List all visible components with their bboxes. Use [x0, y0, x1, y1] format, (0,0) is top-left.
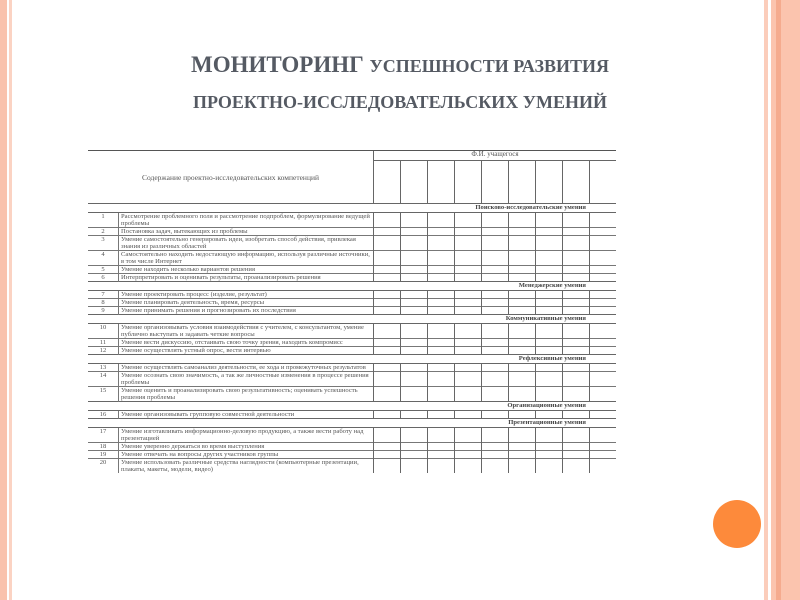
table-row [88, 228, 616, 236]
row-number: 13 [88, 364, 119, 372]
score-cell[interactable] [590, 339, 617, 347]
title-rest: УСПЕШНОСТИ РАЗВИТИЯ [369, 56, 609, 76]
row-number: 12 [88, 347, 119, 355]
score-cell[interactable] [482, 347, 509, 355]
row-content: Умение организовывать условия взаимодействия с учителем, с консультантом, умение публично выступать и задавать четкие вопросы [121, 324, 364, 338]
score-cell[interactable] [455, 236, 482, 251]
score-cell[interactable] [401, 443, 428, 451]
row-number: 16 [88, 411, 119, 419]
row-content: Умение уверенно держаться во время выступления [121, 443, 265, 450]
score-cell[interactable] [563, 339, 590, 347]
score-cell[interactable] [428, 251, 455, 266]
score-cell[interactable] [401, 299, 428, 307]
table-row [88, 236, 616, 251]
score-cell[interactable] [428, 443, 455, 451]
score-cell[interactable] [428, 451, 455, 459]
score-cell[interactable] [509, 372, 536, 387]
score-cell[interactable] [590, 291, 617, 299]
score-cell[interactable] [509, 213, 536, 228]
score-cell[interactable] [536, 428, 563, 443]
score-cell[interactable] [455, 459, 482, 474]
score-cell[interactable] [590, 459, 617, 474]
score-cell[interactable] [455, 387, 482, 402]
score-cell[interactable] [563, 161, 590, 204]
score-cell[interactable] [590, 228, 617, 236]
table-row [88, 372, 616, 387]
score-cell[interactable] [509, 161, 536, 204]
header-students: Ф.И. учащегося [374, 151, 617, 161]
table-row [88, 299, 616, 307]
score-cell[interactable] [455, 347, 482, 355]
score-cell[interactable] [482, 451, 509, 459]
score-cell[interactable] [374, 299, 401, 307]
score-cell[interactable] [563, 443, 590, 451]
score-cell[interactable] [401, 161, 428, 204]
score-cell[interactable] [563, 364, 590, 372]
row-number: 5 [88, 266, 119, 274]
score-cell[interactable] [536, 451, 563, 459]
row-content: Умение проектировать процесс (изделие, результат) [121, 291, 267, 298]
score-cell[interactable] [536, 324, 563, 339]
score-cell[interactable] [563, 236, 590, 251]
row-number: 6 [88, 274, 119, 282]
score-cell[interactable] [563, 428, 590, 443]
score-cell[interactable] [401, 228, 428, 236]
score-cell[interactable] [482, 339, 509, 347]
score-cell[interactable] [401, 324, 428, 339]
score-cell[interactable] [482, 387, 509, 402]
score-cell[interactable] [536, 364, 563, 372]
score-cell[interactable] [401, 236, 428, 251]
score-cell[interactable] [509, 307, 536, 315]
score-cell[interactable] [482, 428, 509, 443]
score-cell[interactable] [563, 299, 590, 307]
score-cell[interactable] [563, 451, 590, 459]
score-cell[interactable] [536, 339, 563, 347]
score-cell[interactable] [455, 443, 482, 451]
score-cell[interactable] [455, 299, 482, 307]
score-cell[interactable] [482, 299, 509, 307]
score-cell[interactable] [590, 161, 617, 204]
row-number: 7 [88, 291, 119, 299]
score-cell[interactable] [536, 307, 563, 315]
row-content: Умение осознать свою значимость, а так же личностные изменения в процессе решения проблемы [121, 372, 369, 386]
row-number: 4 [88, 251, 119, 266]
score-cell[interactable] [428, 347, 455, 355]
score-cell[interactable] [590, 372, 617, 387]
score-cell[interactable] [509, 339, 536, 347]
row-content: Умение отвечать на вопросы других участников группы [121, 451, 279, 458]
score-cell[interactable] [401, 428, 428, 443]
row-number: 20 [88, 459, 119, 474]
slide-frame-left [0, 0, 7, 600]
decorative-circle [713, 500, 761, 548]
score-cell[interactable] [428, 372, 455, 387]
row-content: Самостоятельно находить недостающую информацию, используя различные источники, в том числе Интернет [121, 251, 370, 265]
score-cell[interactable] [590, 364, 617, 372]
score-cell[interactable] [536, 372, 563, 387]
table-row [88, 291, 616, 299]
score-cell[interactable] [563, 251, 590, 266]
score-cell[interactable] [374, 228, 401, 236]
score-cell[interactable] [536, 299, 563, 307]
score-cell[interactable] [374, 213, 401, 228]
score-cell[interactable] [482, 411, 509, 419]
score-cell[interactable] [482, 228, 509, 236]
score-cell[interactable] [509, 451, 536, 459]
score-cell[interactable] [509, 291, 536, 299]
score-cell[interactable] [509, 411, 536, 419]
score-cell[interactable] [455, 274, 482, 282]
score-cell[interactable] [590, 451, 617, 459]
score-cell[interactable] [401, 307, 428, 315]
score-cell[interactable] [374, 443, 401, 451]
score-cell[interactable] [401, 451, 428, 459]
score-cell[interactable] [482, 266, 509, 274]
score-cell[interactable] [563, 347, 590, 355]
row-number: 8 [88, 299, 119, 307]
score-cell[interactable] [455, 451, 482, 459]
score-cell[interactable] [590, 236, 617, 251]
score-cell[interactable] [401, 372, 428, 387]
score-cell[interactable] [428, 274, 455, 282]
score-cell[interactable] [401, 339, 428, 347]
slide-frame-left-inner [9, 0, 12, 600]
score-cell[interactable] [536, 236, 563, 251]
score-cell[interactable] [428, 161, 455, 204]
score-cell[interactable] [563, 411, 590, 419]
score-cell[interactable] [401, 291, 428, 299]
row-content: Умение осуществлять самоанализ деятельности, ее хода и промежуточных результатов [121, 364, 366, 371]
section-header: Рефлексивные умения [88, 355, 616, 364]
score-cell[interactable] [428, 459, 455, 474]
score-cell[interactable] [455, 428, 482, 443]
row-content: Постановка задач, вытекающих из проблемы [121, 228, 248, 235]
score-cell[interactable] [455, 291, 482, 299]
score-cell[interactable] [482, 307, 509, 315]
score-cell[interactable] [482, 213, 509, 228]
row-number: 19 [88, 451, 119, 459]
row-number: 15 [88, 387, 119, 402]
score-cell[interactable] [455, 307, 482, 315]
table-row [88, 324, 616, 339]
score-cell[interactable] [401, 364, 428, 372]
score-cell[interactable] [401, 459, 428, 474]
score-cell[interactable] [509, 387, 536, 402]
score-cell[interactable] [536, 347, 563, 355]
score-cell[interactable] [455, 266, 482, 274]
score-cell[interactable] [428, 266, 455, 274]
table-row [88, 213, 616, 228]
score-cell[interactable] [428, 228, 455, 236]
score-cell[interactable] [482, 364, 509, 372]
score-cell[interactable] [374, 372, 401, 387]
table-row [88, 266, 616, 274]
score-cell[interactable] [482, 459, 509, 474]
score-cell[interactable] [536, 387, 563, 402]
score-cell[interactable] [536, 459, 563, 474]
score-cell[interactable] [590, 251, 617, 266]
score-cell[interactable] [563, 228, 590, 236]
table-row [88, 339, 616, 347]
score-cell[interactable] [374, 364, 401, 372]
score-cell[interactable] [536, 274, 563, 282]
score-cell[interactable] [590, 299, 617, 307]
score-cell[interactable] [428, 291, 455, 299]
score-cell[interactable] [401, 251, 428, 266]
score-cell[interactable] [509, 324, 536, 339]
row-number: 18 [88, 443, 119, 451]
score-cell[interactable] [374, 236, 401, 251]
section-header: Поисково-исследовательские умения [88, 204, 616, 213]
score-cell[interactable] [590, 443, 617, 451]
score-cell[interactable] [563, 307, 590, 315]
score-cell[interactable] [563, 387, 590, 402]
score-cell[interactable] [482, 274, 509, 282]
row-number: 10 [88, 324, 119, 339]
table-row [88, 307, 616, 315]
score-cell[interactable] [590, 324, 617, 339]
slide-title-line1 [0, 52, 800, 78]
row-number: 9 [88, 307, 119, 315]
score-cell[interactable] [428, 307, 455, 315]
table-row [88, 387, 616, 402]
score-cell[interactable] [374, 251, 401, 266]
score-cell[interactable] [401, 213, 428, 228]
score-cell[interactable] [536, 266, 563, 274]
slide-title-line2: ПРОЕКТНО-ИССЛЕДОВАТЕЛЬСКИХ УМЕНИЙ [193, 92, 607, 112]
score-cell[interactable] [374, 291, 401, 299]
score-cell[interactable] [482, 372, 509, 387]
score-cell[interactable] [374, 274, 401, 282]
score-cell[interactable] [590, 307, 617, 315]
score-cell[interactable] [374, 428, 401, 443]
slide-frame-right-stripe [776, 0, 781, 600]
score-cell[interactable] [374, 339, 401, 347]
table-row [88, 347, 616, 355]
score-cell[interactable] [455, 251, 482, 266]
score-cell[interactable] [536, 161, 563, 204]
table-row [88, 274, 616, 282]
score-cell[interactable] [536, 251, 563, 266]
score-cell[interactable] [590, 274, 617, 282]
score-cell[interactable] [563, 372, 590, 387]
score-cell[interactable] [401, 274, 428, 282]
title-main-word: МОНИТОРИНГ [191, 52, 364, 77]
row-content: Умение организовывать групповую совместной деятельности [121, 411, 295, 418]
table-row [88, 459, 616, 474]
score-cell[interactable] [509, 364, 536, 372]
table-row [88, 428, 616, 443]
score-cell[interactable] [509, 236, 536, 251]
score-cell[interactable] [374, 459, 401, 474]
score-cell[interactable] [455, 228, 482, 236]
section-header: Менеджерские умения [88, 282, 616, 291]
table-row [88, 443, 616, 451]
score-cell[interactable] [428, 213, 455, 228]
score-cell[interactable] [428, 299, 455, 307]
row-number: 3 [88, 236, 119, 251]
score-cell[interactable] [374, 324, 401, 339]
row-number: 14 [88, 372, 119, 387]
score-cell[interactable] [509, 251, 536, 266]
score-cell[interactable] [482, 443, 509, 451]
score-cell[interactable] [428, 236, 455, 251]
monitoring-table [88, 150, 616, 473]
score-cell[interactable] [374, 387, 401, 402]
score-cell[interactable] [536, 228, 563, 236]
score-cell[interactable] [509, 299, 536, 307]
score-cell[interactable] [509, 459, 536, 474]
score-cell[interactable] [401, 387, 428, 402]
score-cell[interactable] [401, 266, 428, 274]
row-content: Умение осуществлять устный опрос, вести интервью [121, 347, 271, 354]
score-cell[interactable] [455, 411, 482, 419]
score-cell[interactable] [509, 428, 536, 443]
header-content: Содержание проектно-исследовательских компетенций [88, 151, 374, 204]
score-cell[interactable] [482, 251, 509, 266]
score-cell[interactable] [428, 387, 455, 402]
score-cell[interactable] [509, 443, 536, 451]
score-cell[interactable] [374, 266, 401, 274]
score-cell[interactable] [590, 428, 617, 443]
score-cell[interactable] [509, 228, 536, 236]
score-cell[interactable] [590, 266, 617, 274]
slide-frame-right-inner [764, 0, 768, 600]
row-content: Умение вести дискуссию, отстаивать свою точку зрения, находить компромисс [121, 339, 343, 346]
section-header: Организационные умения [88, 402, 616, 411]
score-cell[interactable] [374, 451, 401, 459]
score-cell[interactable] [563, 266, 590, 274]
row-content: Рассмотрение проблемного поля и рассмотрение подпроблем, формулирование ведущей проблемы [121, 213, 370, 227]
score-cell[interactable] [482, 236, 509, 251]
score-cell[interactable] [428, 364, 455, 372]
row-number: 1 [88, 213, 119, 228]
score-cell[interactable] [536, 291, 563, 299]
score-cell[interactable] [428, 339, 455, 347]
section-header: Презентационные умения [88, 419, 616, 428]
score-cell[interactable] [590, 411, 617, 419]
score-cell[interactable] [455, 339, 482, 347]
row-content: Умение оценить и проанализировать свою результативность; оценивать успешность решения проблемы [121, 387, 358, 401]
row-content: Умение самостоятельно генерировать идеи, изобретать способ действия, привлекая знания из различных областей [121, 236, 356, 250]
row-number: 17 [88, 428, 119, 443]
score-cell[interactable] [374, 161, 401, 204]
score-cell[interactable] [374, 347, 401, 355]
score-cell[interactable] [374, 307, 401, 315]
score-cell[interactable] [509, 347, 536, 355]
score-cell[interactable] [401, 411, 428, 419]
row-content: Умение планировать деятельность, время, ресурсы [121, 299, 265, 306]
score-cell[interactable] [563, 213, 590, 228]
score-cell[interactable] [590, 213, 617, 228]
row-number: 11 [88, 339, 119, 347]
row-content: Интерпретировать и оценивать результаты, проанализировать решения [121, 274, 321, 281]
row-content: Умение использовать различные средства наглядности (компьютерные презентации, плакаты, макеты, модели, видео) [121, 459, 359, 473]
score-cell[interactable] [563, 274, 590, 282]
score-cell[interactable] [509, 274, 536, 282]
score-cell[interactable] [563, 291, 590, 299]
score-cell[interactable] [455, 364, 482, 372]
table-row [88, 364, 616, 372]
score-cell[interactable] [482, 291, 509, 299]
table-row [88, 451, 616, 459]
score-cell[interactable] [509, 266, 536, 274]
table-row [88, 251, 616, 266]
section-header: Коммуникативные умения [88, 315, 616, 324]
score-cell[interactable] [563, 324, 590, 339]
row-content: Умение изготавливать информационно-деловую продукцию, а также вести работу над презентацией [121, 428, 364, 442]
score-cell[interactable] [455, 161, 482, 204]
table-row [88, 411, 616, 419]
score-cell[interactable] [455, 372, 482, 387]
score-cell[interactable] [428, 411, 455, 419]
row-content: Умение находить несколько вариантов решения [121, 266, 255, 273]
score-cell[interactable] [428, 428, 455, 443]
score-cell[interactable] [401, 347, 428, 355]
score-cell[interactable] [563, 459, 590, 474]
score-cell[interactable] [374, 411, 401, 419]
score-cell[interactable] [536, 213, 563, 228]
score-cell[interactable] [536, 443, 563, 451]
score-cell[interactable] [590, 347, 617, 355]
row-number: 2 [88, 228, 119, 236]
score-cell[interactable] [590, 387, 617, 402]
score-cell[interactable] [482, 161, 509, 204]
score-cell[interactable] [455, 324, 482, 339]
score-cell[interactable] [482, 324, 509, 339]
row-content: Умение принимать решения и прогнозировать их последствия [121, 307, 296, 314]
score-cell[interactable] [536, 411, 563, 419]
score-cell[interactable] [455, 213, 482, 228]
score-cell[interactable] [428, 324, 455, 339]
